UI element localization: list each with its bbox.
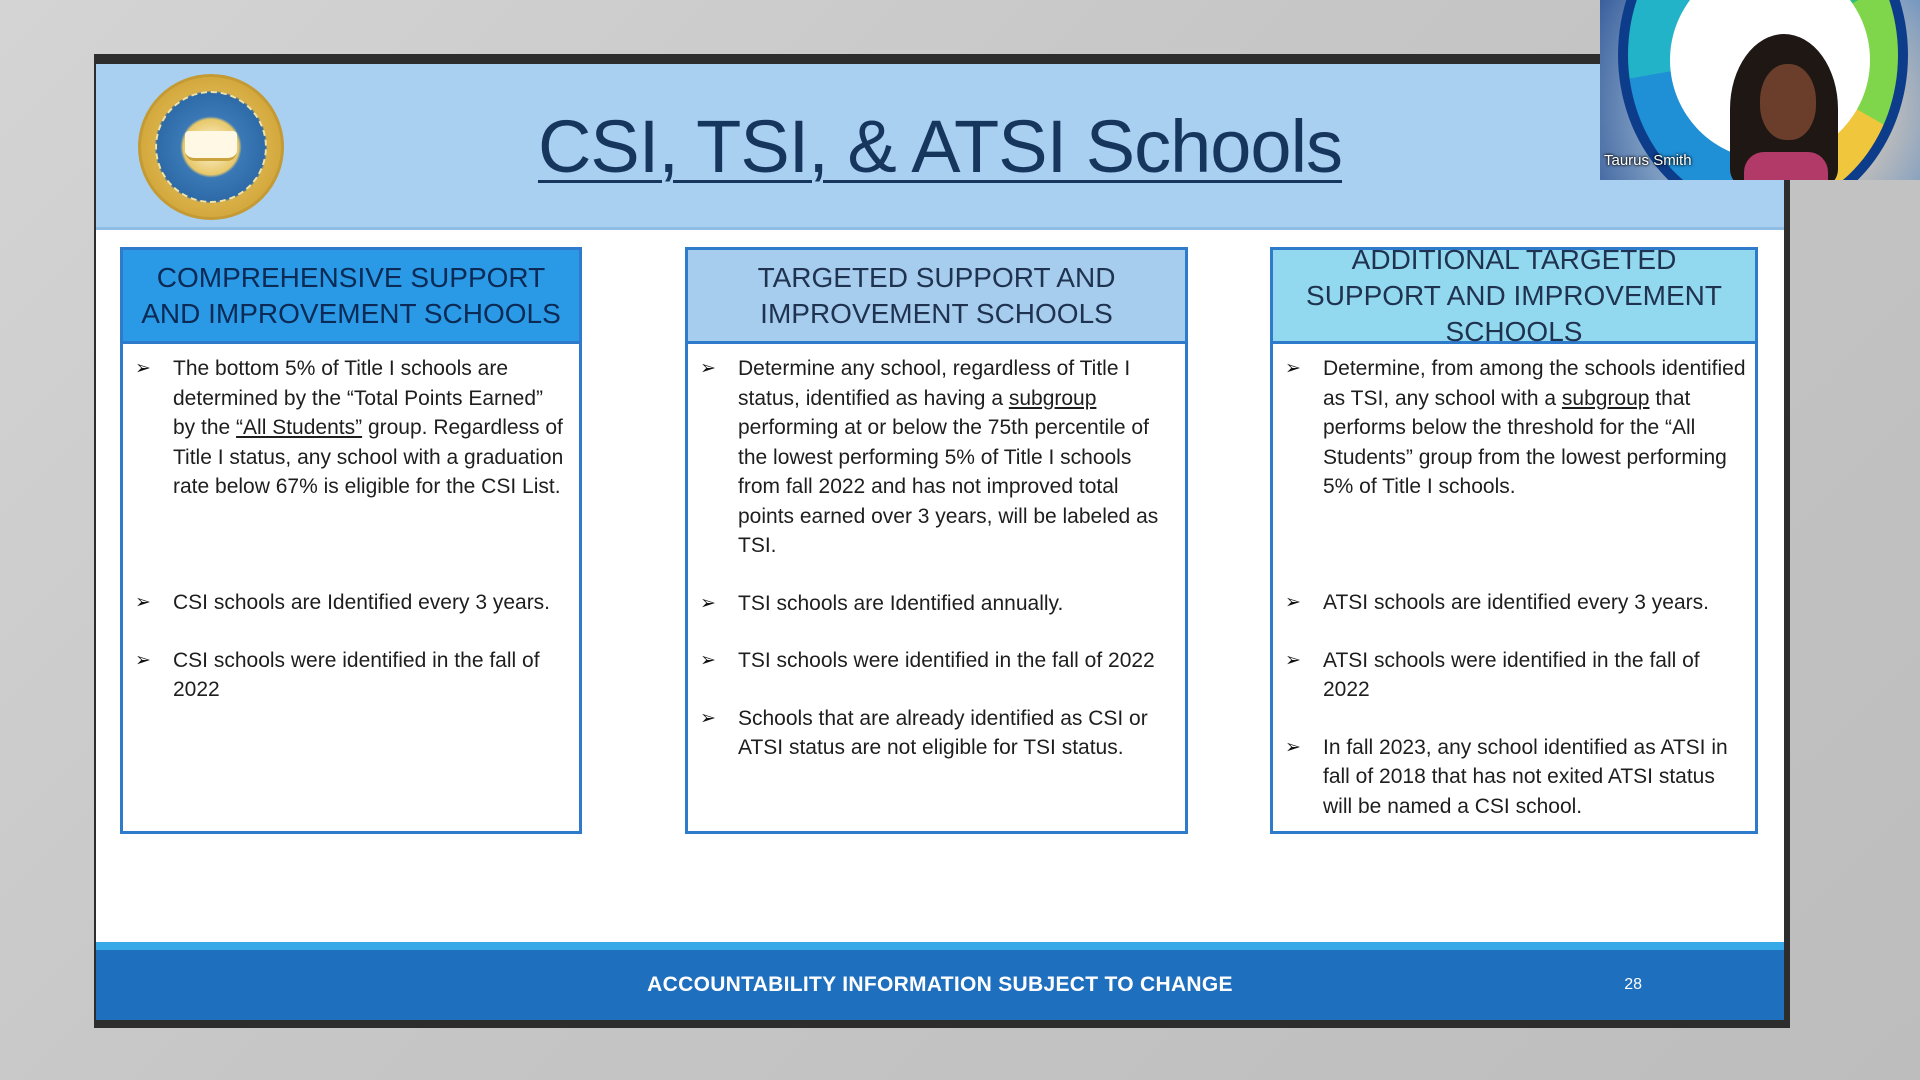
participant-name: Taurus Smith — [1604, 152, 1692, 169]
atsi-column-heading: ADDITIONAL TARGETED SUPPORT AND IMPROVEMENT SCHOOLS — [1273, 250, 1755, 344]
arrow-bullet-icon: ➢ — [700, 707, 716, 729]
arrow-bullet-icon: ➢ — [700, 650, 716, 671]
arrow-bullet-icon: ➢ — [1285, 736, 1301, 758]
bullet-text: TSI schools were identified in the fall of 2022 — [738, 649, 1155, 672]
page-number: 28 — [1624, 976, 1642, 993]
list-item — [700, 354, 1177, 561]
slide-header — [96, 64, 1784, 230]
arrow-bullet-icon: ➢ — [700, 592, 716, 614]
bullet-text: ATSI schools are identified every 3 years. — [1323, 591, 1709, 614]
csi-bullet-list — [123, 344, 579, 705]
avatar-shirt — [1744, 152, 1828, 180]
arrow-bullet-icon: ➢ — [135, 592, 151, 613]
bullet-text: Schools that are already identified as CSI or ATSI status are not eligible for TSI status. — [738, 706, 1148, 759]
list-item — [135, 588, 571, 618]
bullet-text: ATSI schools were identified in the fall of 2022 — [1323, 648, 1700, 701]
slide-title: CSI, TSI, & ATSI Schools — [537, 105, 1343, 188]
atsi-bullet-list — [1273, 344, 1755, 821]
bullet-text: The bottom 5% of Title I schools are determined by the “Total Points Earned” by the — [173, 357, 544, 439]
bullet-text: CSI schools were identified in the fall of 2022 — [173, 648, 540, 701]
slide — [96, 64, 1784, 1020]
csi-column-heading: COMPREHENSIVE SUPPORT AND IMPROVEMENT SCHOOLS — [123, 250, 579, 344]
footer-accent-line — [96, 942, 1784, 950]
participant-avatar — [1730, 34, 1838, 180]
avatar-face — [1760, 64, 1816, 140]
bullet-text: Determine any school, regardless of Title I status, identified as having a — [738, 357, 1131, 410]
underlined-text: “All Students” — [236, 416, 363, 439]
bullet-text: Determine, from among the schools identified as TSI, any school with a — [1323, 357, 1746, 410]
underlined-text: subgroup — [1561, 386, 1650, 410]
atsi-column — [1270, 243, 1758, 834]
arrow-bullet-icon: ➢ — [1285, 649, 1301, 671]
arrow-bullet-icon: ➢ — [700, 358, 716, 379]
arrow-bullet-icon: ➢ — [1285, 358, 1301, 379]
list-item — [1285, 733, 1747, 822]
bullet-text: In fall 2023, any school identified as ATSI in fall of 2018 that has not exited ATSI status will be named a CSI school. — [1323, 735, 1728, 818]
bullet-text: that performs below the threshold for the “All Students” group from the lowest performing 5% of Title I schools. — [1323, 386, 1727, 498]
bullet-text: group. Regardless of Title I status, any school with a graduation rate below 67% is eligible for the CSI List. — [173, 416, 564, 498]
tsi-column-heading: TARGETED SUPPORT AND IMPROVEMENT SCHOOLS — [688, 250, 1185, 344]
bullet-text: performing at or below the 75th percentile of the lowest performing 5% of Title I schools from fall 2022 and has not improved total points earned over 3 years, will be labeled as TSI. — [738, 416, 1159, 557]
bullet-text: TSI schools are Identified annually. — [738, 591, 1064, 615]
slide-footer — [96, 950, 1784, 1020]
list-item — [700, 704, 1177, 763]
csi-column — [120, 247, 582, 834]
list-item — [700, 589, 1177, 619]
arrow-bullet-icon: ➢ — [1285, 592, 1301, 613]
arrow-bullet-icon: ➢ — [135, 358, 151, 379]
arrow-bullet-icon: ➢ — [135, 649, 151, 671]
list-item — [700, 646, 1177, 676]
list-item — [1285, 646, 1747, 705]
tsi-bullet-list — [688, 344, 1185, 763]
list-item — [135, 354, 571, 560]
participant-video-tile[interactable] — [1600, 0, 1920, 180]
tsi-column — [685, 247, 1188, 834]
footer-text: ACCOUNTABILITY INFORMATION SUBJECT TO CHANGE — [647, 973, 1233, 996]
list-item — [135, 646, 571, 705]
bullet-text: CSI schools are Identified every 3 years. — [173, 591, 551, 614]
list-item — [1285, 588, 1747, 618]
underlined-text: subgroup — [1008, 386, 1097, 410]
list-item — [1285, 354, 1747, 560]
